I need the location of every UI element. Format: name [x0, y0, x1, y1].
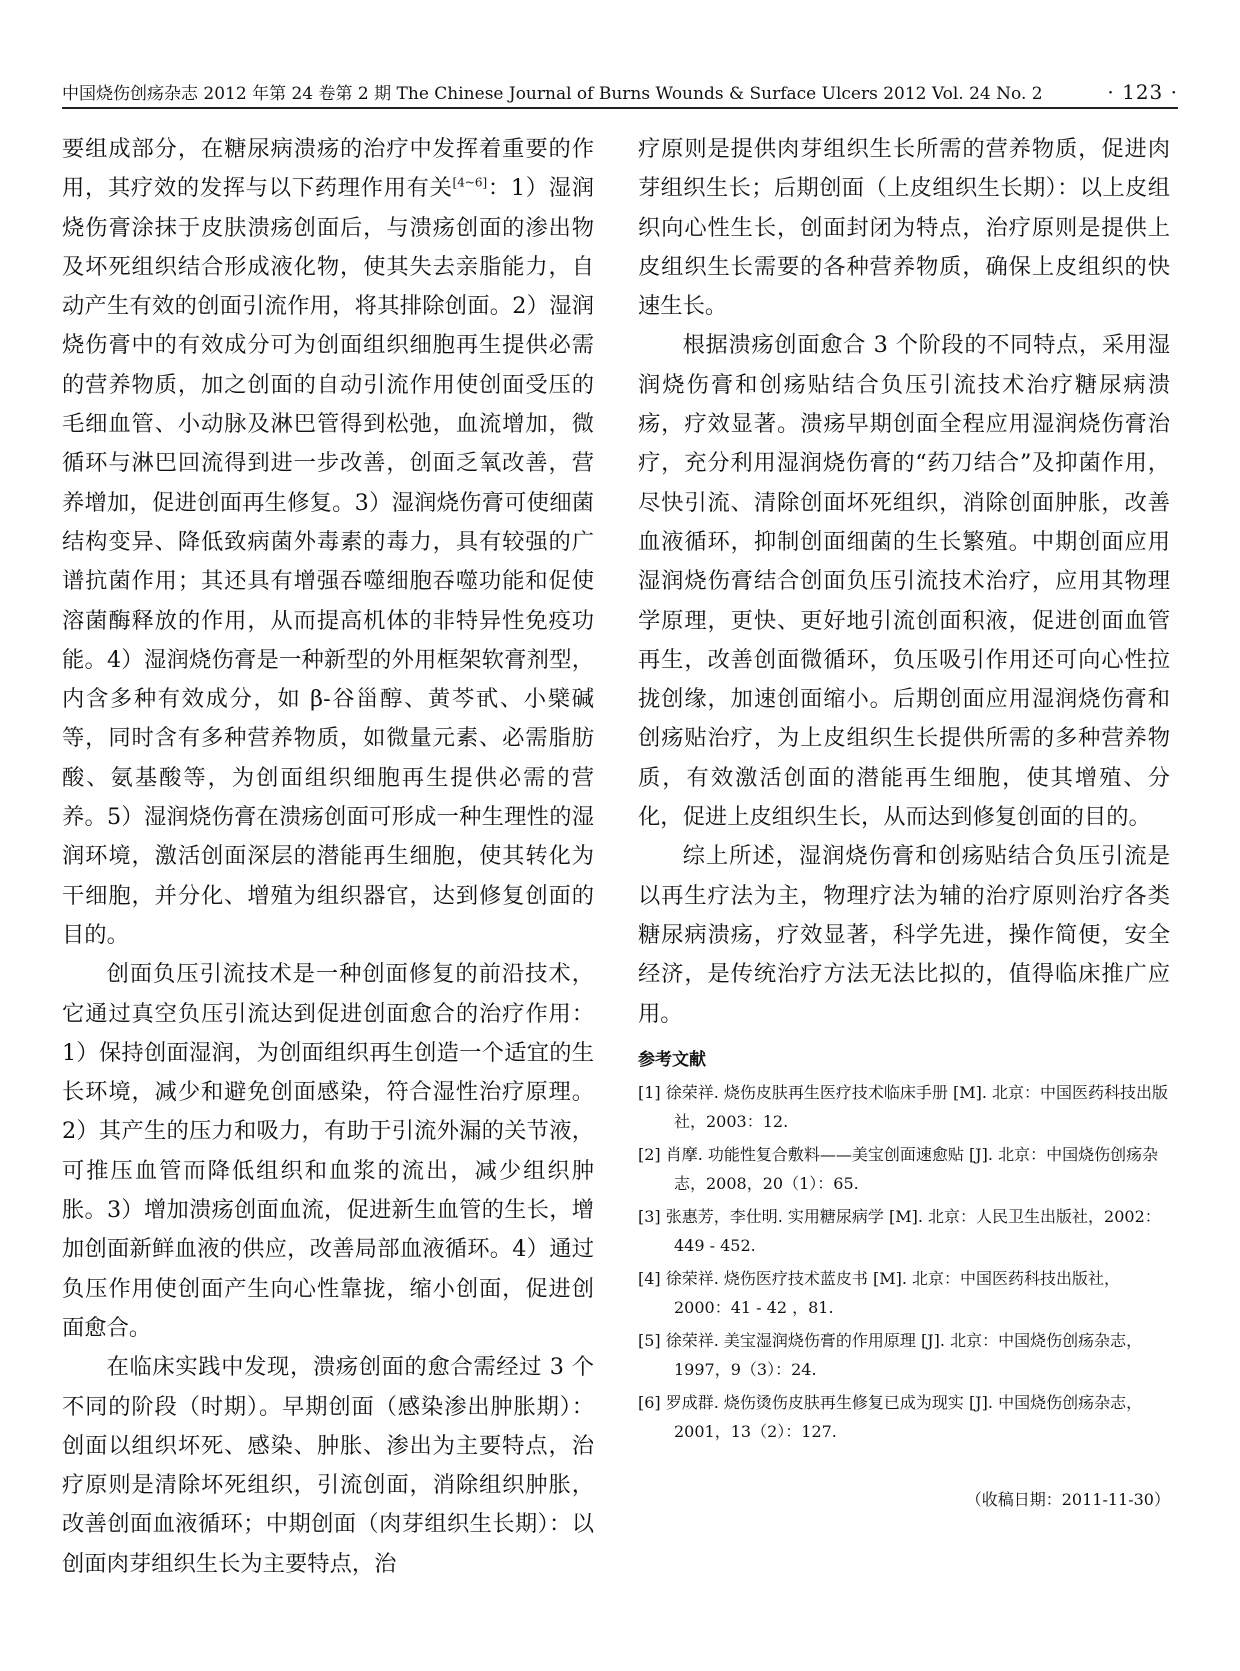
references-heading: 参考文献	[638, 1049, 706, 1070]
journal-citation: 中国烧伤创疡杂志 2012 年第 24 卷第 2 期 The Chinese Journal of Burns Wounds & Surface Ulcers 2012 Vol. 24 No. 2	[62, 84, 1043, 104]
reference-item: [5] 徐荣祥. 美宝湿润烧伤膏的作用原理 [J]. 北京：中国烧伤创疡杂志，1997，9（3）：24.	[638, 1330, 1143, 1379]
paragraph: 创面负压引流技术是一种创面修复的前沿技术，它通过真空负压引流达到促进创面愈合的治疗作用：1）保持创面湿润，为创面组织再生创造一个适宜的生长环境，减少和避免创面感染，符合湿性治疗原理。2）其产生的压力和吸力，有助于引流外漏的关节液，可推压血管而降低组织和血浆的流出，减少组织肿胀。3）增加溃疡创面血流，促进新生血管的生长，增加创面新鲜血液的供应，改善局部血液循环。4）通过负压作用使创面产生向心性靠拢，缩小创面，促进创面愈合。	[62, 961, 594, 1341]
left-column	[62, 130, 594, 1584]
reference-item: [3] 张惠芳，李仕明. 实用糖尿病学 [M]. 北京：人民卫生出版社，2002：449 - 452.	[638, 1206, 1161, 1255]
paragraph: 综上所述，湿润烧伤膏和创疡贴结合负压引流是以再生疗法为主，物理疗法为辅的治疗原则治疗各类糖尿病溃疡，疗效显著，科学先进，操作简便，安全经济，是传统治疗方法无法比拟的，值得临床推广应用。	[638, 843, 1170, 1027]
citation-superscript: [4~6]	[452, 175, 488, 190]
paragraph: 在临床实践中发现，溃疡创面的愈合需经过 3 个不同的阶段（时期）。早期创面（感染渗出肿胀期）：创面以组织坏死、感染、肿胀、渗出为主要特点，治疗原则是清除坏死组织，引流创面，消除组织肿胀，改善创面血液循环；中期创面（肉芽组织生长期）：以创面肉芽组织生长为主要特点，治	[62, 1354, 594, 1577]
running-header	[62, 74, 1178, 109]
paragraph: 根据溃疡创面愈合 3 个阶段的不同特点，采用湿润烧伤膏和创疡贴结合负压引流技术治疗糖尿病溃疡，疗效显著。溃疡早期创面全程应用湿润烧伤膏治疗，充分利用湿润烧伤膏的“药刀结合”及抑菌作用，尽快引流、清除创面坏死组织，消除创面肿胀，改善血液循环，抑制创面细菌的生长繁殖。中期创面应用湿润烧伤膏结合创面负压引流技术治疗，应用其物理学原理，更快、更好地引流创面积液，促进创面血管再生，改善创面微循环，负压吸引作用还可向心性拉拢创缘，加速创面缩小。后期创面应用湿润烧伤膏和创疡贴治疗，为上皮组织生长提供所需的多种营养物质，有效激活创面的潜能再生细胞，使其增殖、分化，促进上皮组织生长，从而达到修复创面的目的。	[638, 332, 1170, 831]
paragraph: 疗原则是提供肉芽组织生长所需的营养物质，促进肉芽组织生长；后期创面（上皮组织生长期）：以上皮组织向心性生长，创面封闭为特点，治疗原则是提供上皮组织生长需要的各种营养物质，确保上皮组织的快速生长。	[638, 136, 1170, 320]
paragraph-text: ：1）湿润烧伤膏涂抹于皮肤溃疡创面后，与溃疡创面的渗出物及坏死组织结合形成液化物，使其失去亲脂能力，自动产生有效的创面引流作用，将其排除创面。2）湿润烧伤膏中的有效成分可为创面组织细胞再生提供必需的营养物质，加之创面的自动引流作用使创面受压的毛细血管、小动脉及淋巴管得到松弛，血流增加，微循环与淋巴回流得到进一步改善，创面乏氧改善，营养增加，促进创面再生修复。3）湿润烧伤膏可使细菌结构变异、降低致病菌外毒素的毒力，具有较强的广谱抗菌作用；其还具有增强吞噬细胞吞噬功能和促使溶菌酶释放的作用，从而提高机体的非特异性免疫功能。4）湿润烧伤膏是一种新型的外用框架软膏剂型，内含多种有效成分，如 β-谷甾醇、黄芩甙、小檗碱等，同时含有多种营养物质，如微量元素、必需脂肪酸、氨基酸等，为创面组织细胞再生提供必需的营养。5）湿润烧伤膏在溃疡创面可形成一种生理性的湿润环境，激活创面深层的潜能再生细胞，使其转化为干细胞，并分化、增殖为组织器官，达到修复创面的目的。	[62, 175, 594, 948]
reference-item: [2] 肖摩. 功能性复合敷料——美宝创面速愈贴 [J]. 北京：中国烧伤创疡杂志，2008，20（1）：65.	[638, 1144, 1159, 1193]
reference-item: [1] 徐荣祥. 烧伤皮肤再生医疗技术临床手册 [M]. 北京：中国医药科技出版社，2003：12.	[638, 1082, 1169, 1131]
reference-item: [4] 徐荣祥. 烧伤医疗技术蓝皮书 [M]. 北京：中国医药科技出版社，2000：41 - 42 ，81.	[638, 1268, 1121, 1317]
right-column	[638, 130, 1170, 1514]
page-number: · 123 ·	[1107, 80, 1178, 104]
paragraph	[62, 130, 594, 955]
reference-item: [6] 罗成群. 烧伤烫伤皮肤再生修复已成为现实 [J]. 中国烧伤创疡杂志，2001，13（2）：127.	[638, 1392, 1143, 1441]
paragraph-text: 要组成部分，在糖尿病溃疡的治疗中发挥着重要的作用，其疗效的发挥与以下药理作用有关	[62, 136, 594, 202]
received-date: （收稿日期：2011-11-30）	[965, 1489, 1170, 1509]
